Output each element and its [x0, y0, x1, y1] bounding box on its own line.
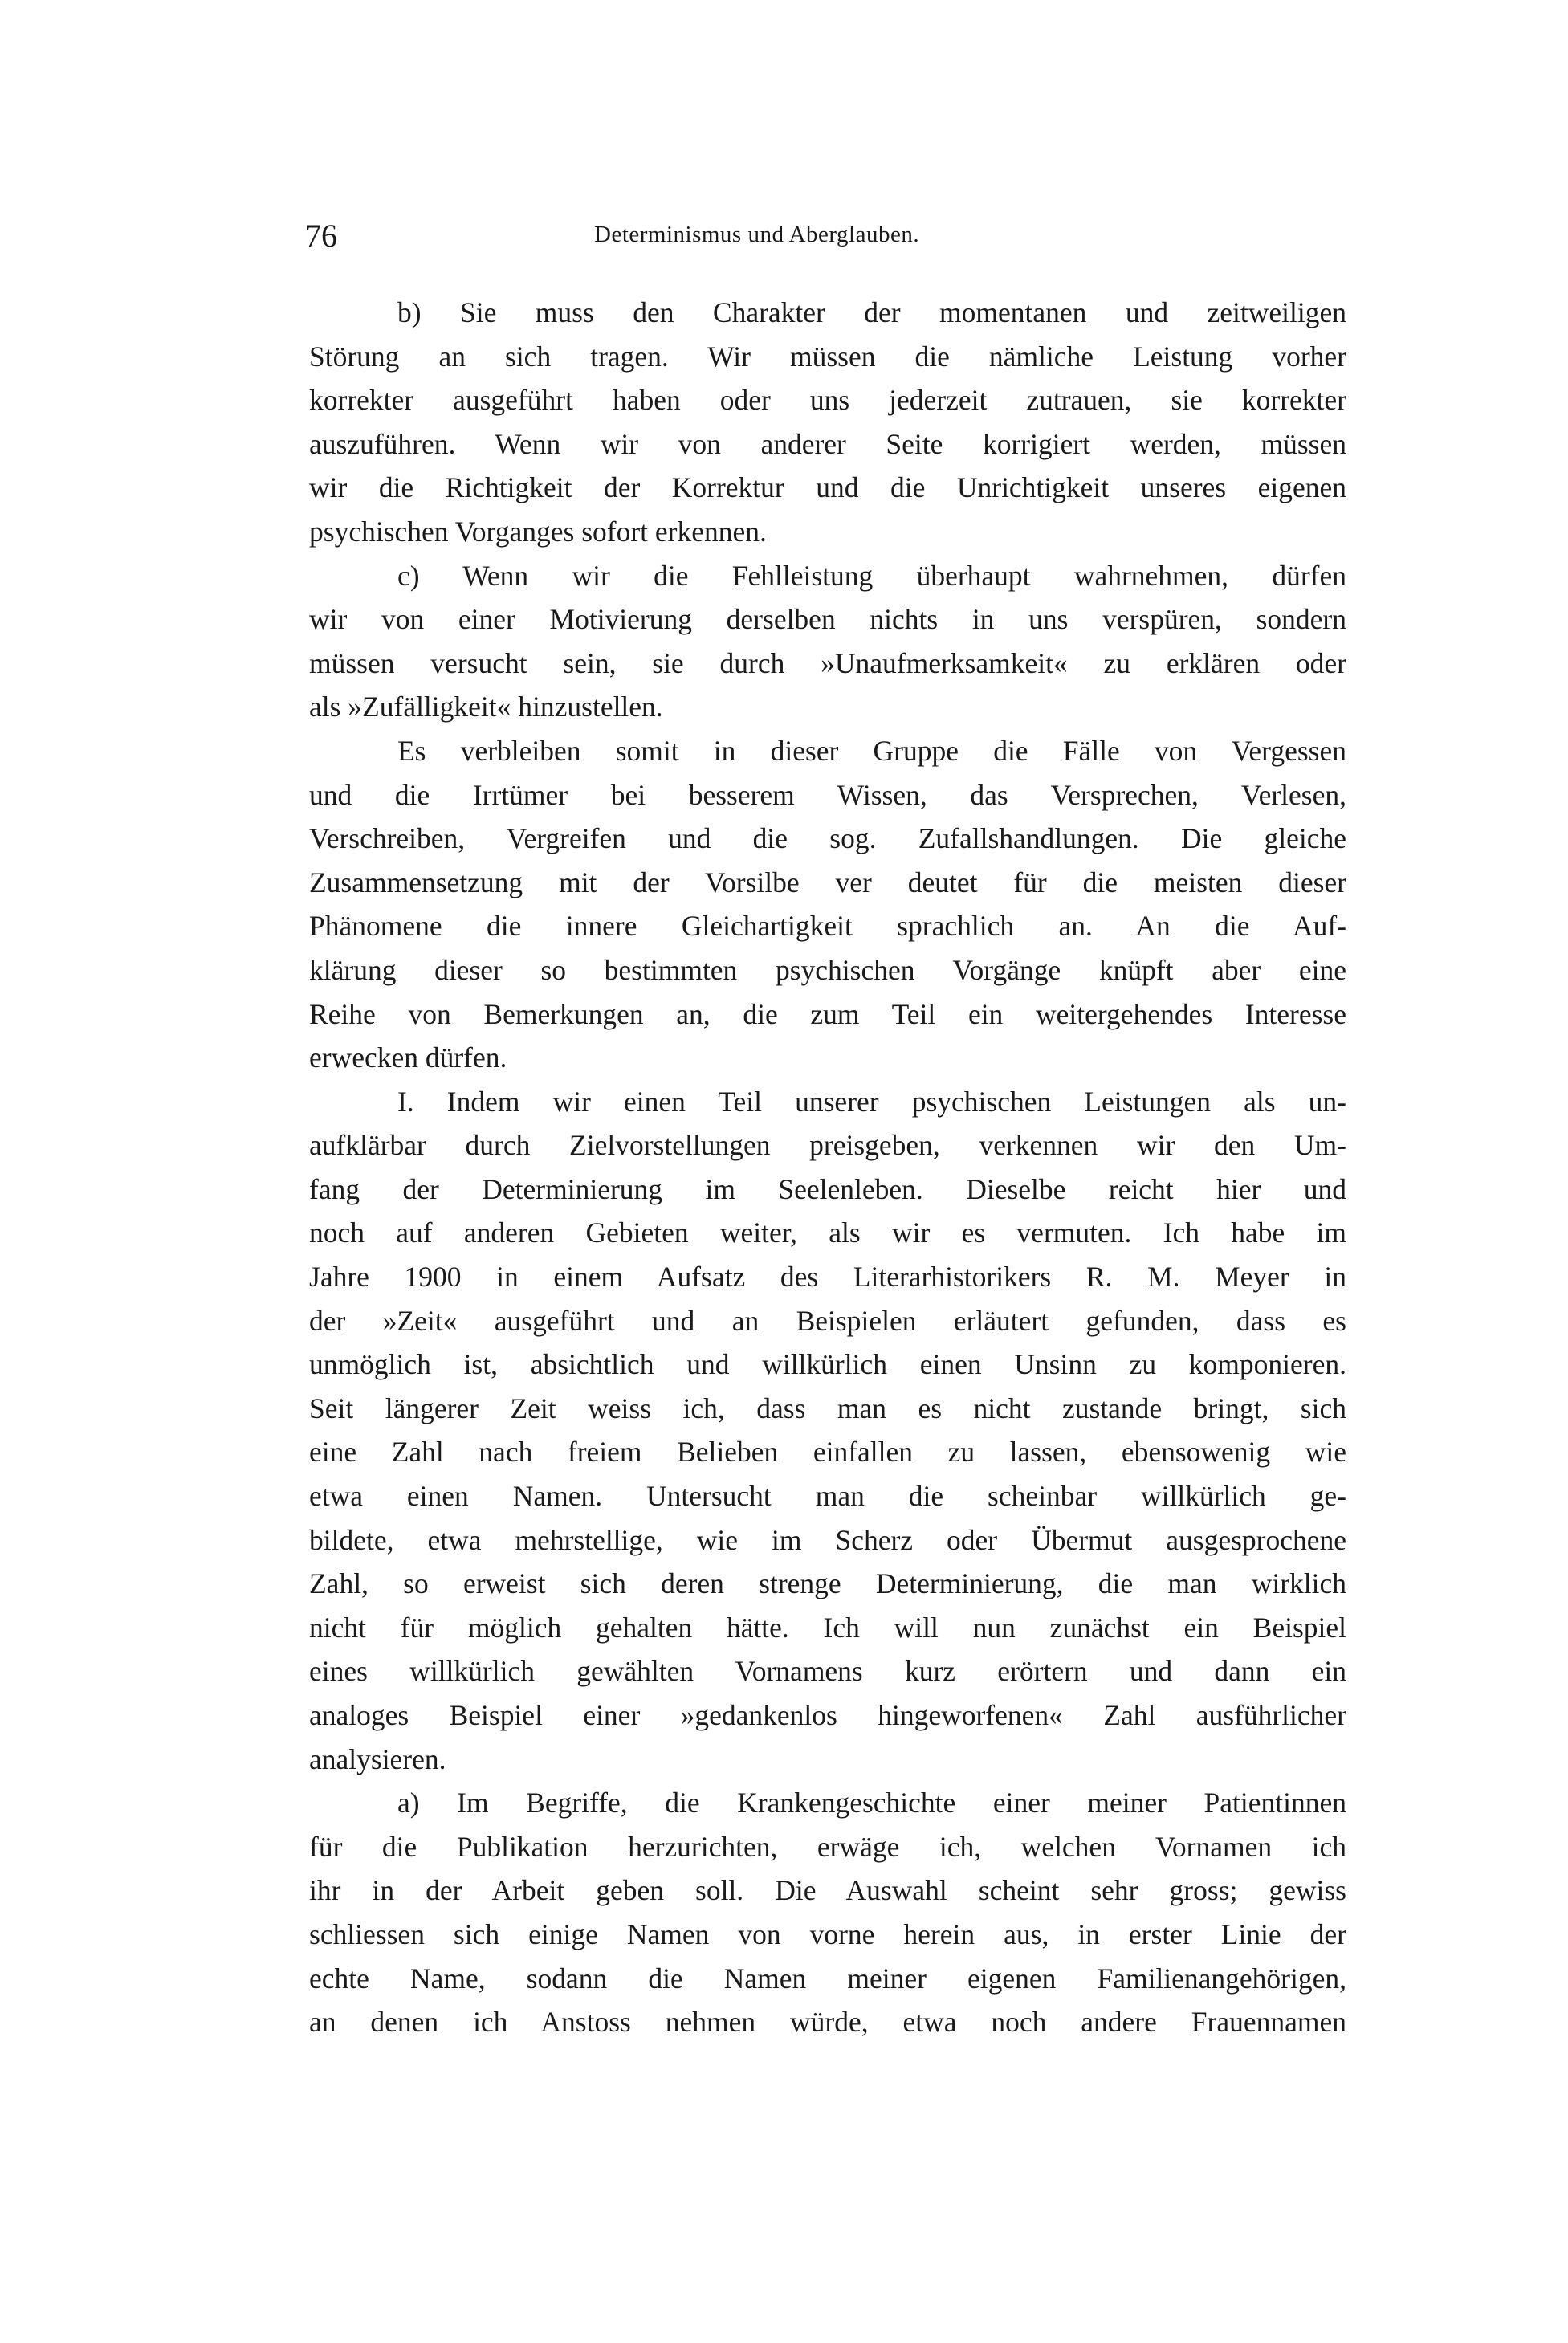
- text-line: schliessen sich einige Namen von vorne herein aus, in erster Linie der: [309, 1917, 1346, 1950]
- text-line: Verschreiben, Vergreifen und die sog. Zufallshandlungen. Die gleiche: [309, 822, 1346, 855]
- running-header: [305, 217, 1349, 265]
- text-line: fang der Determinierung im Seelenleben. Dieselbe reicht hier und: [309, 1172, 1346, 1205]
- text-line: an denen ich Anstoss nehmen würde, etwa noch andere Frauennamen: [309, 2006, 1346, 2039]
- text-line: eines willkürlich gewählten Vornamens kurz erörtern und dann ein: [309, 1655, 1346, 1688]
- text-line: korrekter ausgeführt haben oder uns jederzeit zutrauen, sie korrekter: [309, 384, 1346, 417]
- text-line: Störung an sich tragen. Wir müssen die nämliche Leistung vorher: [309, 340, 1346, 373]
- text-line: etwa einen Namen. Untersucht man die scheinbar willkürlich ge-: [309, 1480, 1346, 1513]
- text-line: unmöglich ist, absichtlich und willkürlich einen Unsinn zu komponieren.: [309, 1348, 1346, 1381]
- text-line: b) Sie muss den Charakter der momentanen und zeitweiligen: [397, 296, 1346, 328]
- text-line: als »Zufälligkeit« hinzustellen.: [309, 691, 663, 723]
- text-line: echte Name, sodann die Namen meiner eigenen Familienangehörigen,: [309, 1962, 1346, 1995]
- text-line: erwecken dürfen.: [309, 1041, 507, 1074]
- text-line: Jahre 1900 in einem Aufsatz des Literarhistorikers R. M. Meyer in: [309, 1261, 1346, 1294]
- page-number: 76: [305, 218, 337, 254]
- text-line: psychischen Vorganges sofort erkennen.: [309, 515, 767, 548]
- text-line: Zahl, so erweist sich deren strenge Determinierung, die man wirklich: [309, 1567, 1346, 1600]
- text-line: bildete, etwa mehrstellige, wie im Scherz oder Übermut ausgesprochene: [309, 1523, 1346, 1556]
- text-line: c) Wenn wir die Fehlleistung überhaupt wahrnehmen, dürfen: [397, 559, 1346, 592]
- text-line: Seit längerer Zeit weiss ich, dass man es nicht zustande bringt, sich: [309, 1392, 1346, 1424]
- text-line: wir von einer Motivierung derselben nichts in uns verspüren, sondern: [309, 603, 1346, 636]
- text-line: Es verbleiben somit in dieser Gruppe die Fälle von Vergessen: [397, 734, 1346, 767]
- text-line: der »Zeit« ausgeführt und an Beispielen erläutert gefunden, dass es: [309, 1304, 1346, 1337]
- text-line: aufklärbar durch Zielvorstellungen preisgeben, verkennen wir den Um-: [309, 1129, 1346, 1162]
- text-line: müssen versucht sein, sie durch »Unaufmerksamkeit« zu erklären oder: [309, 646, 1346, 679]
- text-line: eine Zahl nach freiem Belieben einfallen zu lassen, ebensowenig wie: [309, 1436, 1346, 1469]
- text-line: Reihe von Bemerkungen an, die zum Teil ein weitergehendes Interesse: [309, 997, 1346, 1030]
- text-line: Zusammensetzung mit der Vorsilbe ver deutet für die meisten dieser: [309, 866, 1346, 898]
- text-line: noch auf anderen Gebieten weiter, als wir es vermuten. Ich habe im: [309, 1216, 1346, 1249]
- text-line: auszuführen. Wenn wir von anderer Seite korrigiert werden, müssen: [309, 427, 1346, 460]
- text-line: nicht für möglich gehalten hätte. Ich will nun zunächst ein Beispiel: [309, 1611, 1346, 1644]
- text-line: Phänomene die innere Gleichartigkeit sprachlich an. An die Auf-: [309, 910, 1346, 943]
- body-text: [309, 291, 1346, 2044]
- text-line: wir die Richtigkeit der Korrektur und die Unrichtigkeit unseres eigenen: [309, 471, 1346, 504]
- running-title: Determinismus und Aberglauben.: [594, 222, 920, 247]
- text-line: und die Irrtümer bei besserem Wissen, das Versprechen, Verlesen,: [309, 778, 1346, 811]
- text-line: a) Im Begriffe, die Krankengeschichte einer meiner Patientinnen: [397, 1787, 1346, 1819]
- text-line: ihr in der Arbeit geben soll. Die Auswahl scheint sehr gross; gewiss: [309, 1874, 1346, 1907]
- text-line: analysieren.: [309, 1742, 446, 1775]
- text-line: für die Publikation herzurichten, erwäge ich, welchen Vornamen ich: [309, 1830, 1346, 1863]
- text-line: I. Indem wir einen Teil unserer psychischen Leistungen als un-: [397, 1085, 1346, 1118]
- text-line: analoges Beispiel einer »gedankenlos hingeworfenen« Zahl ausführlicher: [309, 1699, 1346, 1731]
- text-line: klärung dieser so bestimmten psychischen Vorgänge knüpft aber eine: [309, 953, 1346, 986]
